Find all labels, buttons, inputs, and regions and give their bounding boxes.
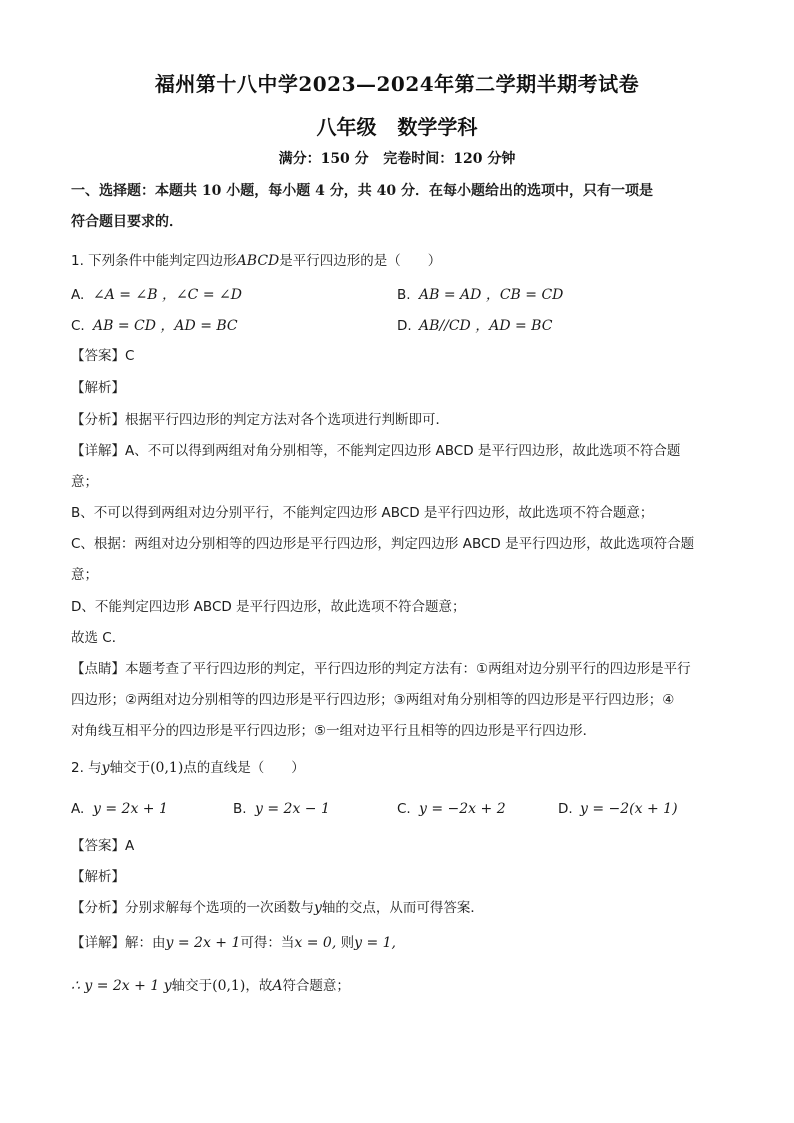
q2-answer: 【答案】A xyxy=(71,838,135,854)
q1-comment-1: 【点睛】本题考查了平行四边形的判定，平行四边形的判定方法有：①两组对边分别平行的四边形是平行 xyxy=(71,661,691,677)
q1-option-a-label: A. xyxy=(71,287,85,303)
q2-option-c-label: C. xyxy=(397,801,411,817)
q1-option-c-text: AB = CD ，AD = BC xyxy=(93,318,238,334)
q1-detail-c-cont: 意； xyxy=(71,567,98,583)
q1-detail-c: C、根据：两组对边分别相等的四边形是平行四边形，判定四边形 ABCD 是平行四边形，故此选项符合题 xyxy=(71,536,695,552)
q2-conclusion-point: (0,1) xyxy=(212,978,246,994)
q2-detail-y1: y = 1, xyxy=(354,935,396,951)
q2-stem-mid: 轴交于 xyxy=(109,760,151,776)
q1-option-b-text: AB = AD ，CB = CD xyxy=(419,287,564,303)
q2-option-c xyxy=(397,799,506,819)
q2-detail xyxy=(71,933,751,953)
q2-stem-pre: 2. 与 xyxy=(71,760,102,776)
q2-detail-mid: 可得：当 xyxy=(240,935,295,951)
q1-option-d-label: D. xyxy=(397,318,412,334)
q2-option-b xyxy=(233,799,330,819)
q1-option-a xyxy=(71,285,242,305)
q2-option-a-label: A. xyxy=(71,801,85,817)
exam-title: 福州第十八中学2023—2024年第二学期半期考试卷 xyxy=(154,72,640,96)
section-heading-line1: 一、选择题：本题共 10 小题，每小题 4 分，共 40 分．在每小题给出的选项中，只有一项是 xyxy=(71,183,653,199)
q2-detail-math: y = 2x + 1 xyxy=(165,935,241,951)
q2-detail-pre: 【详解】解：由 xyxy=(71,935,166,951)
q2-conclusion-math: ∴ y = 2x + 1 y xyxy=(71,978,172,994)
q1-choice: 故选 C． xyxy=(71,630,126,646)
q1-detail-a: 【详解】A、不可以得到两组对角分别相等，不能判定四边形 ABCD 是平行四边形，故此选项不符合题 xyxy=(71,443,681,459)
q1-stem-pre: 1. 下列条件中能判定四边形 xyxy=(71,253,237,269)
q2-analysis-heading: 【解析】 xyxy=(71,869,125,885)
q2-conclusion-a: A xyxy=(272,978,283,994)
q1-option-b-label: B. xyxy=(397,287,411,303)
q1-option-d xyxy=(397,316,552,336)
q2-analysis-post: 轴的交点，从而可得答案． xyxy=(321,900,484,916)
q2-stem-post: 点的直线是（ ） xyxy=(183,760,305,776)
q1-detail-d: D、不能判定四边形 ABCD 是平行四边形，故此选项不符合题意； xyxy=(71,599,466,615)
q2-option-c-text: y = −2x + 2 xyxy=(419,801,506,817)
q1-stem-math: ABCD xyxy=(236,253,280,269)
q1-comment-3: 对角线互相平分的四边形是平行四边形；⑤一组对边平行且相等的四边形是平行四边形． xyxy=(71,723,597,739)
q2-stem xyxy=(71,758,751,778)
q1-option-b xyxy=(397,285,563,305)
q1-option-c xyxy=(71,316,238,336)
q2-option-d-text: y = −2(x + 1) xyxy=(580,801,678,817)
section-heading-line2: 符合题目要求的． xyxy=(71,214,183,230)
q1-comment-2: 四边形；②两组对边分别相等的四边形是平行四边形；③两组对角分别相等的四边形是平行四边形；④ xyxy=(71,692,675,708)
q1-answer: 【答案】C xyxy=(71,348,135,364)
q2-analysis-pre: 【分析】分别求解每个选项的一次函数与 xyxy=(71,900,314,916)
q2-conclusion-mid: 轴交于 xyxy=(171,978,213,994)
q2-conclusion-post: ，故 xyxy=(245,978,273,994)
q2-stem-point: (0,1) xyxy=(150,760,184,776)
q2-conclusion xyxy=(71,976,751,996)
q1-detail-b: B、不可以得到两组对边分别平行，不能判定四边形 ABCD 是平行四边形，故此选项不符合题意； xyxy=(71,505,654,521)
q1-option-d-text: AB//CD ，AD = BC xyxy=(419,318,553,334)
q2-option-d xyxy=(558,799,678,819)
q2-detail-then: 则 xyxy=(340,935,355,951)
q2-option-b-text: y = 2x − 1 xyxy=(255,801,330,817)
q1-analysis-heading: 【解析】 xyxy=(71,380,125,396)
q2-conclusion-end: 符合题意； xyxy=(282,978,350,994)
q1-stem-post: 是平行四边形的是（ ） xyxy=(279,253,442,269)
q2-option-a-text: y = 2x + 1 xyxy=(93,801,168,817)
exam-subtitle: 八年级 数学学科 xyxy=(316,115,478,139)
q1-option-a-text: ∠A = ∠B ，∠C = ∠D xyxy=(93,287,242,303)
q2-option-a xyxy=(71,799,168,819)
q2-option-d-label: D. xyxy=(558,801,573,817)
q2-analysis-y: y xyxy=(314,900,322,916)
exam-meta: 满分：150 分 完卷时间：120 分钟 xyxy=(278,151,516,167)
q1-option-c-label: C. xyxy=(71,318,85,334)
q2-detail-x0: x = 0, xyxy=(294,935,337,951)
q1-stem xyxy=(71,251,751,271)
q2-analysis xyxy=(71,898,751,918)
q1-detail-a-cont: 意； xyxy=(71,474,98,490)
q2-stem-y: y xyxy=(101,760,110,776)
q2-option-b-label: B. xyxy=(233,801,247,817)
q1-analysis: 【分析】根据平行四边形的判定方法对各个选项进行判断即可． xyxy=(71,412,449,428)
